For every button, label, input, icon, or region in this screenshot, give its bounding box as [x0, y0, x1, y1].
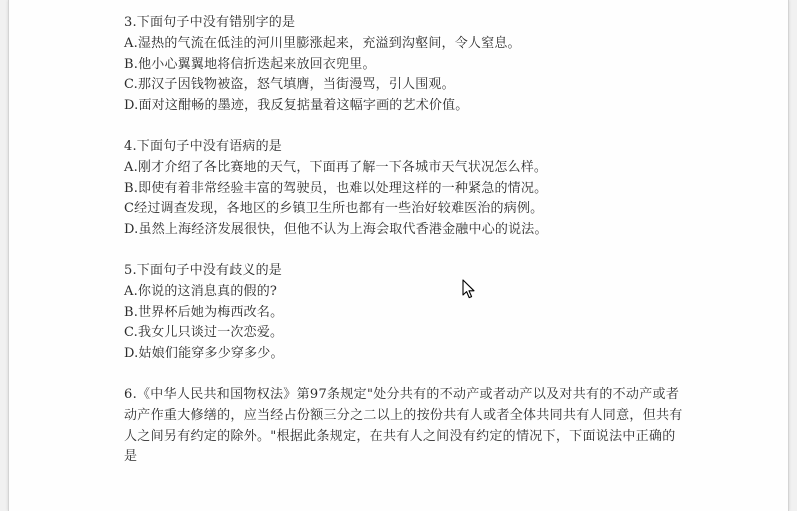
option-a: A.刚才介绍了各比赛地的天气，下面再了解一下各城市天气状况怎么样。 [124, 159, 548, 175]
option-d: D.姑娘们能穿多少穿多少。 [124, 346, 284, 362]
option-c: C.那汉子因钱物被盗，怒气填膺，当街漫骂，引人围观。 [124, 77, 455, 93]
question-stem: 3.下面句子中没有错别字的是 [124, 15, 296, 30]
question-stem: 4.下面句子中没有语病的是 [124, 138, 283, 154]
question-6 [124, 385, 724, 468]
document-page [8, 0, 789, 511]
question-stem: 5.下面句子中没有歧义的是 [124, 262, 283, 278]
option-c: C.我女儿只谈过一次恋爱。 [124, 325, 284, 341]
option-a: A.湿热的气流在低洼的河川里膨涨起来，充溢到沟壑间，令人窒息。 [124, 35, 521, 51]
option-d: D.面对这酣畅的墨迹，我反复掂量着这幅字画的艺术价值。 [124, 98, 469, 114]
option-d: D.虽然上海经济发展很快，但他不认为上海会取代香港金融中心的说法。 [124, 222, 548, 238]
question-5 [124, 261, 724, 365]
option-b: B.世界杯后她为梅西改名。 [124, 304, 284, 320]
mouse-pointer-icon [462, 279, 476, 299]
question-3 [124, 13, 724, 117]
option-c: C经过调查发现，各地区的乡镇卫生所也都有一些治好较难医治的病例。 [124, 201, 544, 217]
question-list [124, 13, 724, 488]
option-b: B.即使有着非常经验丰富的驾驶员，也难以处理这样的一种紧急的情况。 [124, 180, 548, 196]
question-4 [124, 137, 724, 241]
question-stem: 6.《中华人民共和国物权法》第97条规定"处分共有的不动产或者动产以及对共有的不动产或者动产作重大修缮的，应当经占份额三分之二以上的按份共有人或者全体共同共有人同意，但共有人之间另有约定的除外。"根据此条规定，在共有人之间没有约定的情况下，下面说法中正确的是 [124, 386, 683, 465]
option-a: A.你说的这消息真的假的? [124, 283, 278, 299]
option-b: B.他小心翼翼地将信折迭起来放回衣兜里。 [124, 56, 376, 72]
